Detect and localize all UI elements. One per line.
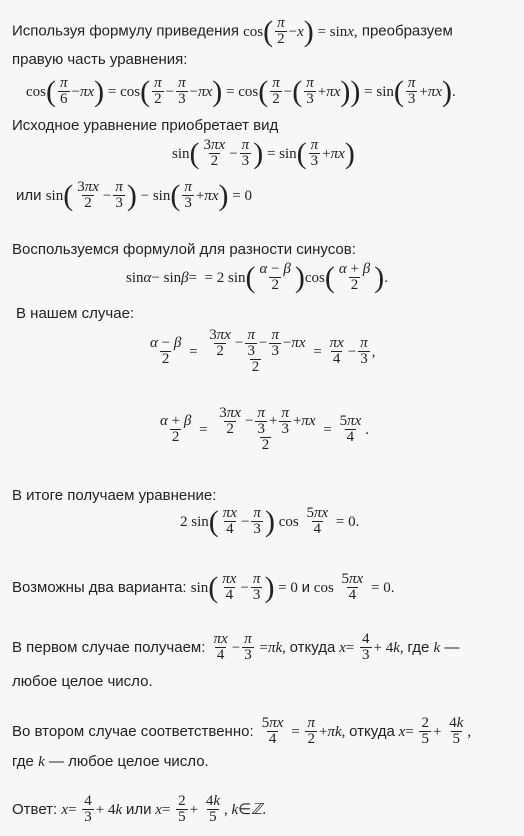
text-result-label: В итоге получаем уравнение: [12, 487, 217, 504]
formula-half-difference: $\frac{\alpha - \beta}{2}$ = $\frac{3\pi x}{2}$ − $\frac{\pi}{3}$ − $\frac{\pi}{3}$ − πx 2 = $\frac{\pi x}{4}$ − $\frac{\pi}{3}$ , [150, 327, 376, 375]
second-case-line: Во втором случае соответственно: $\frac{5\pi x}{4}$ = $\frac{\pi}{2}$ + πk , откуда x = $\frac{2}{5}$ + $\frac{4k}{5}$ , [12, 715, 472, 747]
text-first-case: В первом случае получаем: [12, 638, 206, 656]
text-original-equation-label: Исходное уравнение приобретает вид [12, 117, 279, 134]
text-intro: Используя формулу приведения [12, 22, 239, 40]
text-original-equation [12, 116, 278, 136]
formula-transformation: cos ( $\frac{\pi}{6}$ − πx ) = cos ( $\frac{\pi}{2}$ − $\frac{\pi}{3}$ − πx ) = cos ( $\frac{\pi}{2}$ − ( $\frac{\pi}{3}$ + πx )) = sin ( $\frac{\pi}{3}$ + πx ) . [26, 74, 456, 108]
text-answer-label: Ответ: [12, 800, 58, 818]
answer-line: Ответ: x = $\frac{4}{3}$ + 4 k или x = $\frac{2}{5}$ + $\frac{4k}{5}$ , k ∈ ℤ . [12, 793, 267, 825]
text-or: или [16, 186, 42, 204]
text-right-side: правую часть уравнения: [12, 51, 188, 68]
first-case-line: В первом случае получаем: $\frac{\pi x}{4}$ − $\frac{\pi}{3}$ = πk , откуда x = $\frac{4}{3}$ + 4 k , где k — [12, 631, 460, 663]
formula-difference: sin α − sin β = = 2 sin ( $\frac{\alpha - \beta}{2}$ ) cos ( $\frac{\alpha + \beta}{2}$ ) . [126, 260, 388, 294]
text-our-case [16, 304, 134, 324]
text-and: и [301, 578, 311, 596]
text-any-integer-2: — любое целое число. [48, 753, 209, 770]
first-case-line-2 [12, 672, 153, 692]
text-any-integer-1: любое целое число. [12, 673, 153, 690]
text-or-answer: или [125, 800, 152, 818]
cases-line: Возможны два варианта: sin ( $\frac{\pi x}{4}$ − $\frac{\pi}{3}$ ) = 0 и cos $\frac{5\pi x}{4}$ = 0. [12, 570, 395, 604]
text-difference-label: Воспользуемся формулой для разности синусов: [12, 241, 356, 258]
formula-half-sum: $\frac{\alpha + \beta}{2}$ = $\frac{3\pi x}{2}$ − $\frac{\pi}{3}$ + $\frac{\pi}{3}$ + πx 2 = $\frac{5\pi x}{4}$ . [160, 405, 370, 453]
text-where-1: где [407, 638, 430, 656]
intro-line [12, 16, 453, 47]
intro-line-2 [12, 50, 187, 70]
text-where-2: где [12, 753, 34, 770]
formula-or-line: или sin ( $\frac{3\pi x}{2}$ − $\frac{\pi}{3}$ ) − sin ( $\frac{\pi}{3}$ + πx ) = 0 [16, 178, 252, 212]
text-whence-1: откуда [289, 638, 336, 656]
formula-original: sin ( $\frac{3\pi x}{2}$ − $\frac{\pi}{3}$ ) = sin ( $\frac{\pi}{3}$ + πx ) [172, 136, 355, 170]
text-second-case: Во втором случае соответственно: [12, 722, 254, 740]
text-two-cases: Возможны два варианта: [12, 578, 187, 596]
formula-result: 2 sin ( $\frac{\pi x}{4}$ − $\frac{\pi}{3}$ ) cos $\frac{5\pi x}{4}$ = 0. [180, 504, 360, 538]
second-case-line-2: где k — любое целое число. [12, 753, 209, 770]
formula-reduction: cos ( $\frac{\pi}{2}$ − x ) = sin x , [243, 14, 358, 48]
text-transform: преобразуем [361, 22, 453, 40]
text-our-case-label: В нашем случае: [16, 305, 135, 322]
text-whence-2: откуда [349, 722, 395, 740]
text-difference-formula [12, 240, 356, 260]
text-result [12, 486, 216, 506]
text-dash-1: — [444, 638, 460, 656]
